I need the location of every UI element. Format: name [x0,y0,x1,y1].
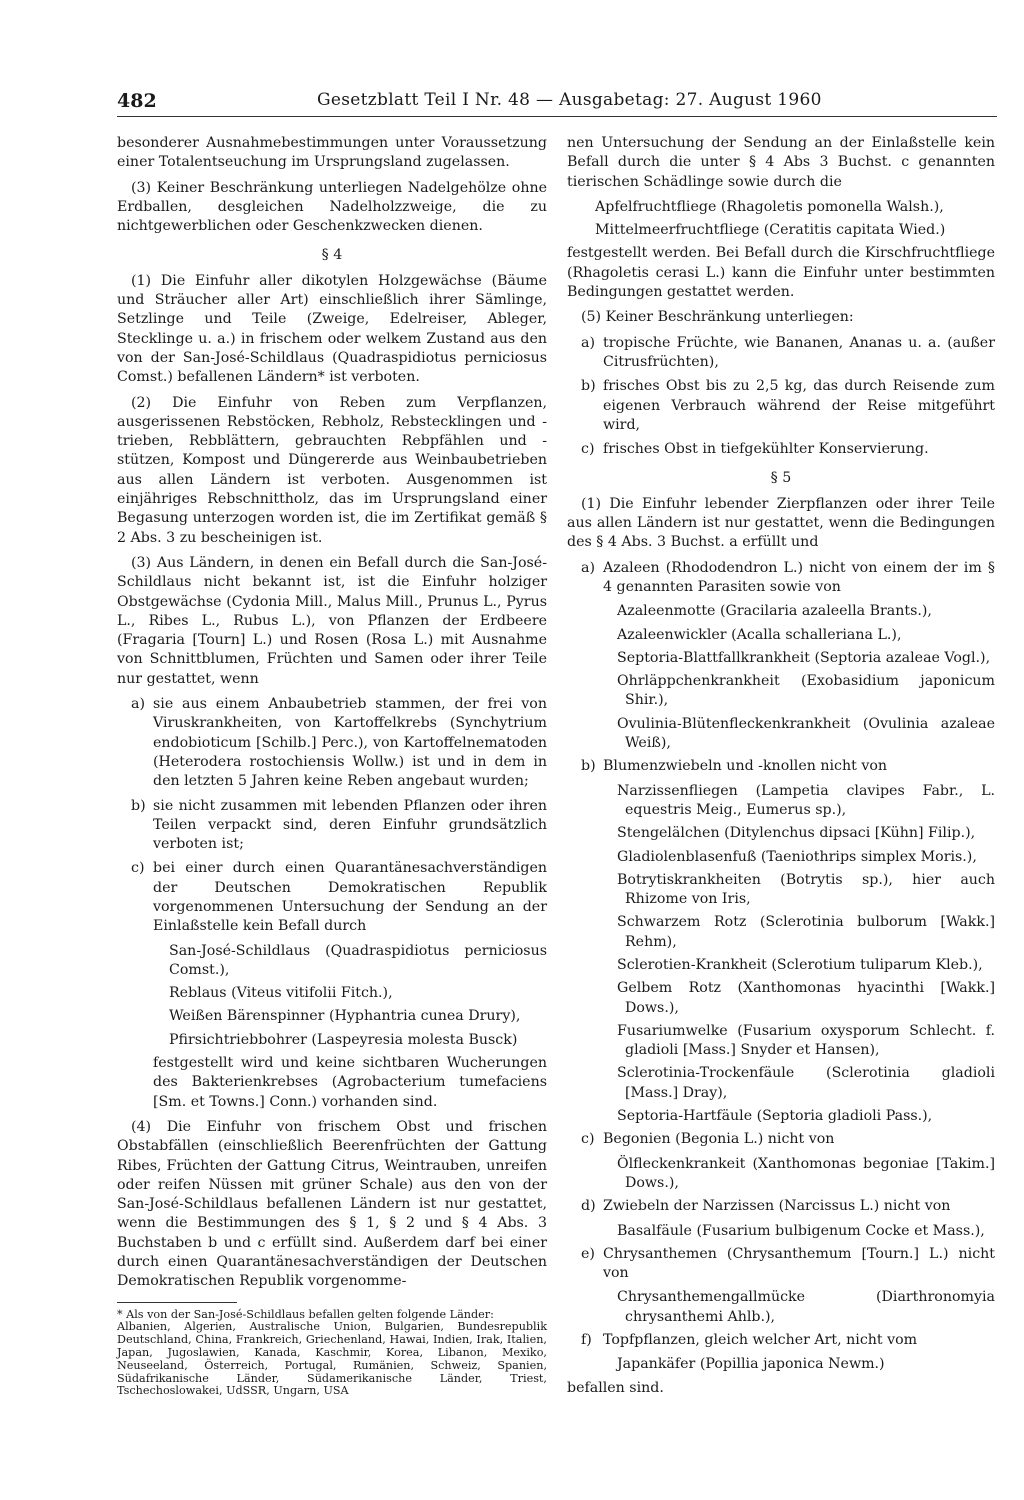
list-label: e) [581,1245,595,1262]
header-title: Gesetzblatt Teil I Nr. 48 — Ausgabetag: 27. August 1960 [317,90,822,110]
list-label: b) [581,378,596,395]
footnote-title: * Als von der San-José-Schildlaus befallen gelten folgende Länder: [117,1307,494,1321]
left-column [117,134,547,1398]
list-text: frisches Obst bis zu 2,5 kg, das durch Reisende zum eigenen Verbrauch während der Reise mitgeführt wird, [603,378,995,433]
pest-entry: Weißen Bärenspinner (Hyphantria cunea Drury), [169,1008,521,1025]
list-item [117,695,547,791]
pest-entry: Septoria-Blattfallkrankheit (Septoria azaleae Vogl.), [617,649,991,666]
list-text: Topfpflanzen, gleich welcher Art, nicht vom [603,1332,918,1349]
after-pests-text: festgestellt werden. Bei Befall durch die Kirschfruchtfliege (Rhagoletis cerasi L.) kann die Einfuhr unter bestimmten Bedingungen gestattet werden. [567,245,995,301]
list-item [567,440,995,459]
closing-text: befallen sind. [567,1379,664,1396]
list-text: Chrysanthemen (Chrysanthemum [Tourn.] L.) nicht von [603,1245,995,1282]
pest-entry: Sclerotien-Krankheit (Sclerotium tuliparum Kleb.), [617,956,983,973]
list-label: a) [131,696,145,713]
list-label: c) [131,860,145,877]
list-text: Begonien (Begonia L.) nicht von [603,1131,835,1148]
list-text: Azaleen (Rhododendron L.) nicht von einem der im § 4 genannten Parasiten sowie von [603,559,995,595]
pest-entry: Japankäfer (Popillia japonica Newm.) [617,1356,885,1373]
list-label: d) [581,1198,596,1215]
pest-entry: Schwarzem Rotz (Sclerotinia bulborum [Wakk.] Rehm), [617,914,995,950]
list-text: Blumenzwiebeln und -knollen nicht von [603,758,888,775]
paragraph-continuation: nen Untersuchung der Sendung an der Einlaßstelle kein Befall durch die unter § 4 Abs 3 Buchst. c genannten tierischen Schädlinge sowie durch die [567,135,995,190]
list-item [117,797,547,855]
page-header [117,88,997,118]
pest-entry: Basalfäule (Fusarium bulbigenum Cocke et Mass.), [617,1222,985,1239]
list-item [567,1130,995,1149]
list-text: Zwiebeln der Narzissen (Narcissus L.) nicht von [603,1198,951,1215]
list-item [567,1331,995,1350]
pest-entry: Botrytiskrankheiten (Botrytis sp.), hier auch Rhizome von Iris, [617,871,995,908]
list-text: bei einer durch einen Quarantänesachverständigen der Deutschen Demokratischen Republik vorgenommenen Untersuchung der Sendung an der Einlaßstelle kein Befall durch [153,860,547,935]
pest-entry: Septoria-Hartfäule (Septoria gladioli Pass.), [617,1108,933,1125]
list-item [567,1197,995,1216]
header-rule [117,116,997,117]
pest-entry: Gelbem Rotz (Xanthomonas hyacinthi [Wakk.] Dows.), [617,980,995,1016]
list-label: f) [581,1332,592,1349]
section4-para2: (2) Die Einfuhr von Reben zum Verpflanzen, ausgerissenen Rebstöcken, Rebholz, Rebstecklingen und -trieben, Rebblättern, gebrauchten Rebpfählen und -stützen, Kompost und Düngererde aus Weinbaubetrieben aus allen Ländern ist verboten. Ausgenommen ist einjähriges Rebschnittholz, das im Ursprungsland einer Begasung unterzogen worden ist, die im Zertifikat gemäß § 2 Abs. 3 zu bescheinigen ist. [117,394,547,546]
right-column [567,134,995,1404]
list-item [567,1245,995,1284]
pest-entry: Ovulinia-Blütenfleckenkrankheit (Ovulinia azaleae Weiß), [617,715,995,752]
list-text: sie nicht zusammen mit lebenden Pflanzen oder ihren Teilen verpackt sind, deren Einfuhr grundsätzlich verboten ist; [153,797,547,853]
list-item [567,559,995,598]
pest-entry: Ölfleckenkrankeit (Xanthomonas begoniae [Takim.] Dows.), [617,1155,995,1191]
paragraph-3: (3) Keiner Beschränkung unterliegen Nadelgehölze ohne Erdballen, desgleichen Nadelholzzweige, die zu nichtgewerblichen oder Geschenkzwecken dienen. [117,179,547,235]
pest-entry: Reblaus (Viteus vitifolii Fitch.), [169,985,393,1002]
list-text: tropische Früchte, wie Bananen, Ananas u. a. (außer Citrusfrüchten), [603,334,995,370]
list-label: c) [581,1131,595,1148]
list-item [567,334,995,373]
list-item [567,757,995,776]
list-label: c) [581,441,595,458]
after-c-text: festgestellt wird und keine sichtbaren Wucherungen des Bakterienkrebses (Agrobacterium tumefaciens [Sm. et Towns.] Conn.) vorhanden sind. [153,1055,547,1110]
section4-para4: (4) Die Einfuhr von frischem Obst und frischen Obstabfällen (einschließlich Beerenfrüchten der Gattung Ribes, Früchten der Gattung Citrus, Weintrauben, unreifen oder reifen Nüssen mit grüner Schale) aus den von der San-José-Schildlaus befallenen Ländern ist nur gestattet, wenn die Bestimmungen des § 1, § 2 und § 4 Abs. 3 Buchstaben b und c erfüllt sind. Außerdem darf bei einer durch einen Quarantänesachverständigen der Deutschen Demokratischen Republik vorgenomme- [117,1118,547,1290]
list-label: b) [581,758,596,775]
pest-entry: Ohrläppchenkrankheit (Exobasidium japonicum Shir.), [617,673,995,709]
footnote-rule [117,1302,237,1303]
section-heading-5: § 5 [770,470,792,487]
page-number: 482 [117,90,157,112]
pest-entry: Narzissenfliegen (Lampetia clavipes Fabr., L. equestris Meig., Eumerus sp.), [617,782,995,818]
section4-para1: (1) Die Einfuhr aller dikotylen Holzgewächse (Bäume und Sträucher aller Art) einschließlich ihrer Sämlinge, Setzlinge und Teile (Zweige, Edelreiser, Ableger, Stecklinge u. a.) in frischem oder welkem Zustand aus den von der San-José-Schildlaus (Quadraspidiotus perniciosus Comst.) befallenen Ländern* ist verboten. [117,272,547,386]
pest-entry: Pfirsichtriebbohrer (Laspeyresia molesta Busck) [169,1031,518,1048]
pest-entry: Stengelälchen (Ditylenchus dipsaci [Kühn] Filip.), [617,825,976,842]
section-heading-4: § 4 [321,247,343,264]
list-label: a) [581,334,595,351]
list-label: a) [581,559,595,576]
list-text: sie aus einem Anbaubetrieb stammen, der frei von Viruskrankheiten, von Kartoffelkrebs (Synchytrium endobioticum [Schilb.] Perc.), von Kartoffelnematoden (Heterodera rostochiensis Wollw.) ist und in dem in den letzten 5 Jahren keine Reben angebaut wurden; [153,696,547,790]
pest-entry: Apfelfruchtfliege (Rhagoletis pomonella Walsh.), [595,198,944,215]
pest-entry: Gladiolenblasenfuß (Taeniothrips simplex Moris.), [617,848,977,865]
pest-entry: San-José-Schildlaus (Quadraspidiotus perniciosus Comst.), [169,942,547,978]
paragraph-continuation: besonderer Ausnahmebestimmungen unter Voraussetzung einer Totalentseuchung im Ursprungsland zugelassen. [117,135,547,171]
footnote-text: Albanien, Algerien, Australische Union, Bulgarien, Bundesrepublik Deutschland, China, Frankreich, Griechenland, Hawai, Indien, Irak, Italien, Japan, Jugoslawien, Kanada, Kaschmir, Korea, Libanon, Mexiko, Neuseeland, Österreich, Portugal, Rumänien, Schweiz, Spanien, Südafrikanische Länder, Südamerikanische Länder, Triest, Tschechoslowakei, UdSSR, Ungarn, USA [117,1320,547,1398]
list-label: b) [131,797,146,814]
list-item [567,377,995,435]
pest-entry: Fusariumwelke (Fusarium oxysporum Schlecht. f. gladioli [Mass.] Snyder et Hansen), [617,1022,995,1059]
pest-entry: Azaleenwickler (Acalla schalleriana L.), [617,626,902,643]
list-item [117,859,547,936]
pest-entry: Azaleenmotte (Gracilaria azaleella Brants.), [617,603,932,620]
paragraph-5: (5) Keiner Beschränkung unterliegen: [581,309,854,326]
list-text: frisches Obst in tiefgekühlter Konservierung. [603,441,929,458]
pest-entry: Chrysanthemengallmücke (Diarthronomyia chrysanthemi Ahlb.), [617,1289,995,1325]
section4-para3: (3) Aus Ländern, in denen ein Befall durch die San-José-Schildlaus nicht bekannt ist, ist die Einfuhr holziger Obstgewächse (Cydonia Mill., Malus Mill., Prunus L., Pyrus L., Ribes L., Rubus L.), von Pflanzen der Erdbeere (Fragaria [Tourn] L.) und Rosen (Rosa L.) mit Ausnahme von Schnittblumen, Früchten und Samen oder ihrer Teile nur gestattet, wenn [117,554,547,687]
pest-entry: Sclerotinia-Trockenfäule (Sclerotinia gladioli [Mass.] Dray), [617,1065,995,1101]
pest-entry: Mittelmeerfruchtfliege (Ceratitis capitata Wied.) [595,222,946,239]
section5-para1: (1) Die Einfuhr lebender Zierpflanzen oder ihrer Teile aus allen Ländern ist nur gestattet, wenn die Bedingungen des § 4 Abs. 3 Buchst. a erfüllt und [567,495,995,551]
